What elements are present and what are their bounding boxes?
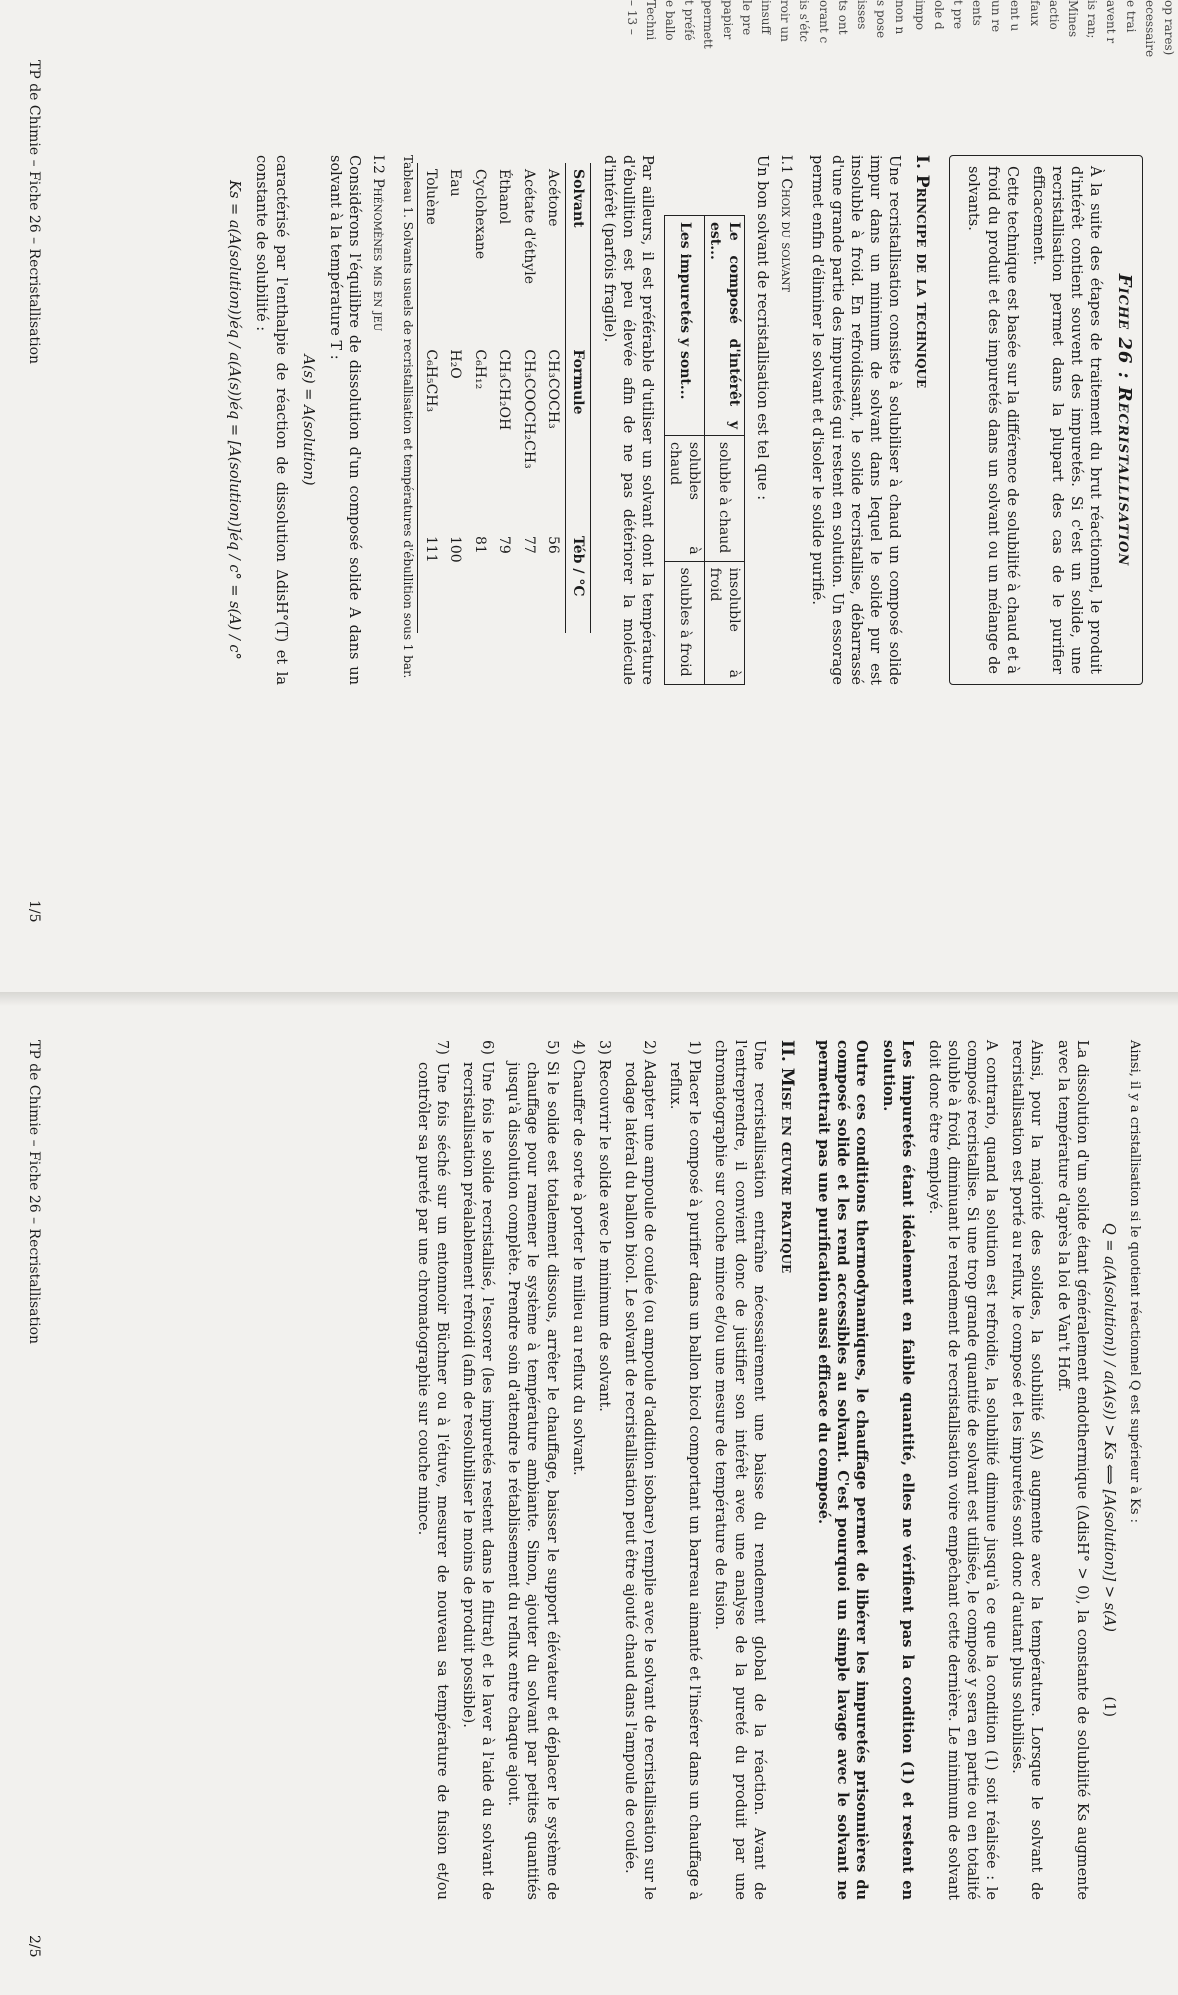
cooling-paragraph: A contrario, quand la solution est refroidie, la solubilité diminue jusqu'à ce que la condition (1) soit réalisée : le composé recristallise. Si une trop grande quantité de solvant est utilisée, le composé y sera en partie ou en totalité soluble à froid, diminuant le rendement de recristallisation voire empêchant cette dernière. Le minimum de solvant doit donc être employé.	[925, 1040, 1000, 1900]
left-page	[0, 0, 1178, 995]
edge-fragment: avent r	[1104, 0, 1119, 44]
enthalpy-paragraph: caractérisé par l'enthalpie de réaction de dissolution ΔdisH°(T) et la constante de solubilité :	[253, 155, 289, 685]
solvent-cell: 111	[418, 530, 443, 633]
solvent-criteria-intro: Un bon solvant de recristallisation est tel que :	[753, 155, 770, 501]
boiling-point-paragraph: Par ailleurs, il est préférable d'utiliser un solvant dont la température d'ébullition est peu élevée afin de ne pas détériorer la molécule d'intérêt (parfois fragile).	[600, 155, 655, 685]
edge-fragment: insuff	[759, 0, 774, 34]
subsection-1-2-heading: I.2 Phénomènes mis en jeu	[370, 155, 387, 332]
edge-fragment: – 13 –	[624, 0, 639, 35]
solvent-cell: Éthanol	[496, 169, 513, 225]
ks-formula: Ks = a(A(solution))éq / a(A(s))éq = [A(solution)]éq / c° = s(A) / c°	[226, 180, 243, 660]
edge-fragment: e ballo	[663, 0, 678, 41]
left-column	[216, 155, 1143, 685]
edge-fragment: ecessaire	[1142, 0, 1157, 58]
section-2-paragraph: Une recristallisation entraîne nécessairement une baisse du rendement global de la réaction. Avant de l'entreprendre, il convient donc de justifier son intérêt avec une analyse de la pureté du produit par une chromatographie sur couche mince et/ou une mesure de température de fusion.	[712, 1040, 767, 1900]
page-number: 1/5	[26, 900, 42, 923]
column-header: Solvant	[566, 163, 591, 343]
edge-fragment: faux	[1027, 0, 1042, 27]
solvent-cell: 81	[471, 535, 488, 554]
solvent-cell: Acétate d'éthyle	[520, 169, 537, 284]
table-header-row	[566, 163, 591, 633]
criteria-cell: solubles à chaud	[664, 435, 704, 561]
edge-fragment: Techni	[643, 0, 658, 41]
solvent-row	[467, 163, 491, 633]
edge-fragment: is s'étc	[797, 0, 812, 42]
table-row	[704, 216, 744, 685]
impurities-paragraph: Les impuretés étant idéalement en faible quantité, elles ne vérifient pas la condition (1) et restent en solution.	[879, 1040, 916, 1900]
solvents-table	[417, 163, 591, 633]
solvent-cell: 77	[520, 535, 537, 554]
procedure-step: 5) Si le solide est totalement dissous, arrêter le chauffage, baisser le support élévateur et déplacer le système de chauffage pour ramener le système à température ambiante. Sinon, ajouter du solvant par petites quantités jusqu'à dissolution complète. Prendre soin d'attendre le rétablissement du reflux entre chaque ajout.	[505, 1040, 560, 1900]
edge-fragment: ts ont	[835, 0, 850, 35]
edge-fragment: ole d	[931, 0, 946, 30]
section-1-heading: I. Principe de la technique	[912, 155, 933, 389]
heating-paragraph: Outre ces conditions thermodynamiques, le chauffage permet de libérer les impuretés prisonnières du composé solide et les rend accessibles au solvant. C'est pourquoi un simple lavage avec le solvant ne permettrait pas une purification aussi efficace du composé.	[815, 1040, 871, 1900]
solvent-cell: C₆H₅CH₃	[418, 343, 443, 530]
edge-fragment: un re	[989, 0, 1004, 33]
edge-fragment: roir un	[778, 0, 793, 42]
procedure-steps	[413, 1040, 704, 1900]
edge-fragment: non n	[893, 0, 908, 35]
solvent-cell: 79	[496, 535, 513, 554]
criteria-cell: solubles à froid	[664, 561, 704, 684]
solvent-row	[541, 163, 566, 633]
edge-fragment: ent u	[1008, 0, 1023, 32]
table-row	[664, 216, 704, 685]
edge-fragment: impo	[912, 0, 927, 31]
edge-fragment: Mines	[1066, 0, 1081, 38]
solvent-cell: Acétone	[545, 169, 561, 227]
edge-fragment: permett	[701, 0, 716, 49]
intro-paragraph-1: À la suite des étapes de traitement du brut réactionnel, le produit d'intérêt contient souvent des impuretés. Si c'est un solide, une recristallisation permet dans la plupart des cas de le purifier efficacement.	[1029, 166, 1104, 674]
criteria-cell: insoluble à froid	[704, 561, 744, 684]
page-number: 2/5	[26, 1935, 42, 1958]
section-2-heading: II. Mise en œuvre pratique	[777, 1040, 798, 1274]
edge-fragment: actio	[1046, 0, 1061, 30]
page-title: Fiche 26 : Recristallisation	[1114, 273, 1135, 567]
edge-fragment: t préfé	[682, 0, 697, 41]
criteria-cell: Le composé d'intérêt y est...	[704, 216, 744, 436]
edge-fragment: isses	[855, 0, 869, 30]
solvent-cell: Toluène	[418, 163, 443, 343]
solvent-cell: Eau	[447, 169, 464, 197]
edge-fragment: op rares)	[1162, 0, 1176, 56]
procedure-step: 2) Adapter une ampoule de coulée (ou ampoule d'addition isobare) remplie avec le solvant de recristallisation sur le rodage latéral du ballon bicol. Le solvant de recristallisation peut être ajouté chaud dans l'ampoule de coulée.	[621, 1040, 658, 1900]
endothermic-paragraph: La dissolution d'un solide étant généralement endothermique (ΔdisH° > 0), la constante de solubilité Ks augmente avec la température d'après la loi de Van't Hoff.	[1054, 1040, 1090, 1900]
solvent-cell: H₂O	[447, 349, 464, 379]
page-footer: TP de Chimie – Fiche 26 – Recristallisation	[26, 1040, 42, 1345]
right-column	[406, 1040, 1143, 1900]
dissolution-equation: A(s) = A(solution)	[299, 354, 316, 486]
solvent-cell: C₆H₁₂	[471, 349, 488, 390]
solubility-paragraph: Ainsi, pour la majorité des solides, la solubilité s(A) augmente avec la température. Lorsque le solvant de recristallisation est porté au reflux, le composé et les impuretés sont donc d'autant plus solubilisés.	[1009, 1040, 1045, 1900]
equilibrium-intro: Considérons l'équilibre de dissolution d'un composé solide A dans un solvant à la température T :	[326, 155, 362, 685]
criteria-table	[664, 215, 745, 685]
page-footer: TP de Chimie – Fiche 26 – Recristallisation	[26, 60, 42, 365]
procedure-step: 7) Une fois séché sur un entonnoir Büchner ou à l'étuve, mesurer de nouveau sa température de fusion et/ou contrôler sa pureté par une chromatographie sur couche mince.	[414, 1040, 450, 1900]
solvent-row	[516, 163, 540, 633]
previous-page-edge	[0, 0, 1178, 75]
edge-fragment: is ran;	[1085, 0, 1100, 39]
solvent-row	[443, 163, 467, 633]
procedure-step: 6) Une fois le solide recristallisé, l'essorer (les impuretés restent dans le filtrat) et le laver à l'aide du solvant de recristallisation préalablement refroidi (afin de resolubiliser le moins de produit possible).	[460, 1040, 496, 1900]
solvent-cell: 56	[545, 535, 561, 554]
procedure-step: 4) Chauffer de sorte à porter le milieu au reflux du solvant.	[569, 1040, 586, 1476]
subsection-1-1-heading: I.1 Choix du solvant	[778, 155, 795, 293]
quotient-condition	[1099, 1040, 1118, 1900]
quotient-formula: Q = a(A(solution)) / a(A(s)) > Ks ⟺ [A(solution)] > s(A)	[1100, 1222, 1117, 1632]
edge-fragment: papier	[720, 0, 735, 40]
intro-box	[949, 155, 1143, 685]
procedure-step: 1) Placer le composé à purifier dans un ballon bicol comportant un barreau aimanté et l'insérer dans un chauffage à reflux.	[667, 1040, 703, 1900]
edge-fragment: le pre	[739, 0, 754, 36]
edge-fragment: orant c	[816, 0, 831, 44]
solvent-cell: 100	[447, 535, 464, 563]
solvent-cell: CH₃COCH₃	[545, 349, 561, 429]
quotient-intro: Ainsi, il y a cristallisation si le quotient réactionnel Q est supérieur à Ks :	[1127, 1040, 1142, 1524]
right-page	[0, 1000, 1178, 1995]
procedure-step: 3) Recouvrir le solide avec le minimum de solvant.	[595, 1040, 612, 1412]
edge-fragment: ents	[970, 0, 985, 26]
criteria-cell: Les impuretés y sont...	[664, 216, 704, 436]
table-caption: Tableau 1. Solvants usuels de recristallisation et températures d'ébullition sous 1 bar.	[401, 155, 416, 679]
solvent-row	[492, 163, 516, 633]
intro-paragraph-2: Cette technique est basée sur la différence de solubilité à chaud et à froid du produit et des impuretés dans un solvant ou un mélange de solvants.	[965, 166, 1020, 674]
column-header: Formule	[566, 343, 591, 530]
section-1-paragraph: Une recristallisation consiste à solubiliser à chaud un composé solide impur dans un minimum de solvant dans lequel le solide pur est insoluble à froid. En refroidissant, le solide recristallise, débarrassé d'une grande partie des impuretés qui restent en solution. Un essorage permet enfin d'éliminer le solvant et d'isoler le solide purifié.	[809, 155, 902, 685]
solvent-cell: CH₃CH₂OH	[496, 349, 513, 431]
equation-label: (1)	[1100, 1696, 1117, 1718]
criteria-cell: soluble à chaud	[704, 435, 744, 561]
solvent-cell: Cyclohexane	[471, 169, 488, 260]
column-header: Téb / °C	[566, 530, 591, 633]
edge-fragment: t pre	[950, 0, 965, 30]
edge-fragment: s pose	[874, 0, 889, 39]
solvent-cell: CH₃COOCH₂CH₃	[520, 349, 537, 469]
solvent-row	[418, 163, 443, 633]
edge-fragment: e trai	[1123, 0, 1138, 33]
